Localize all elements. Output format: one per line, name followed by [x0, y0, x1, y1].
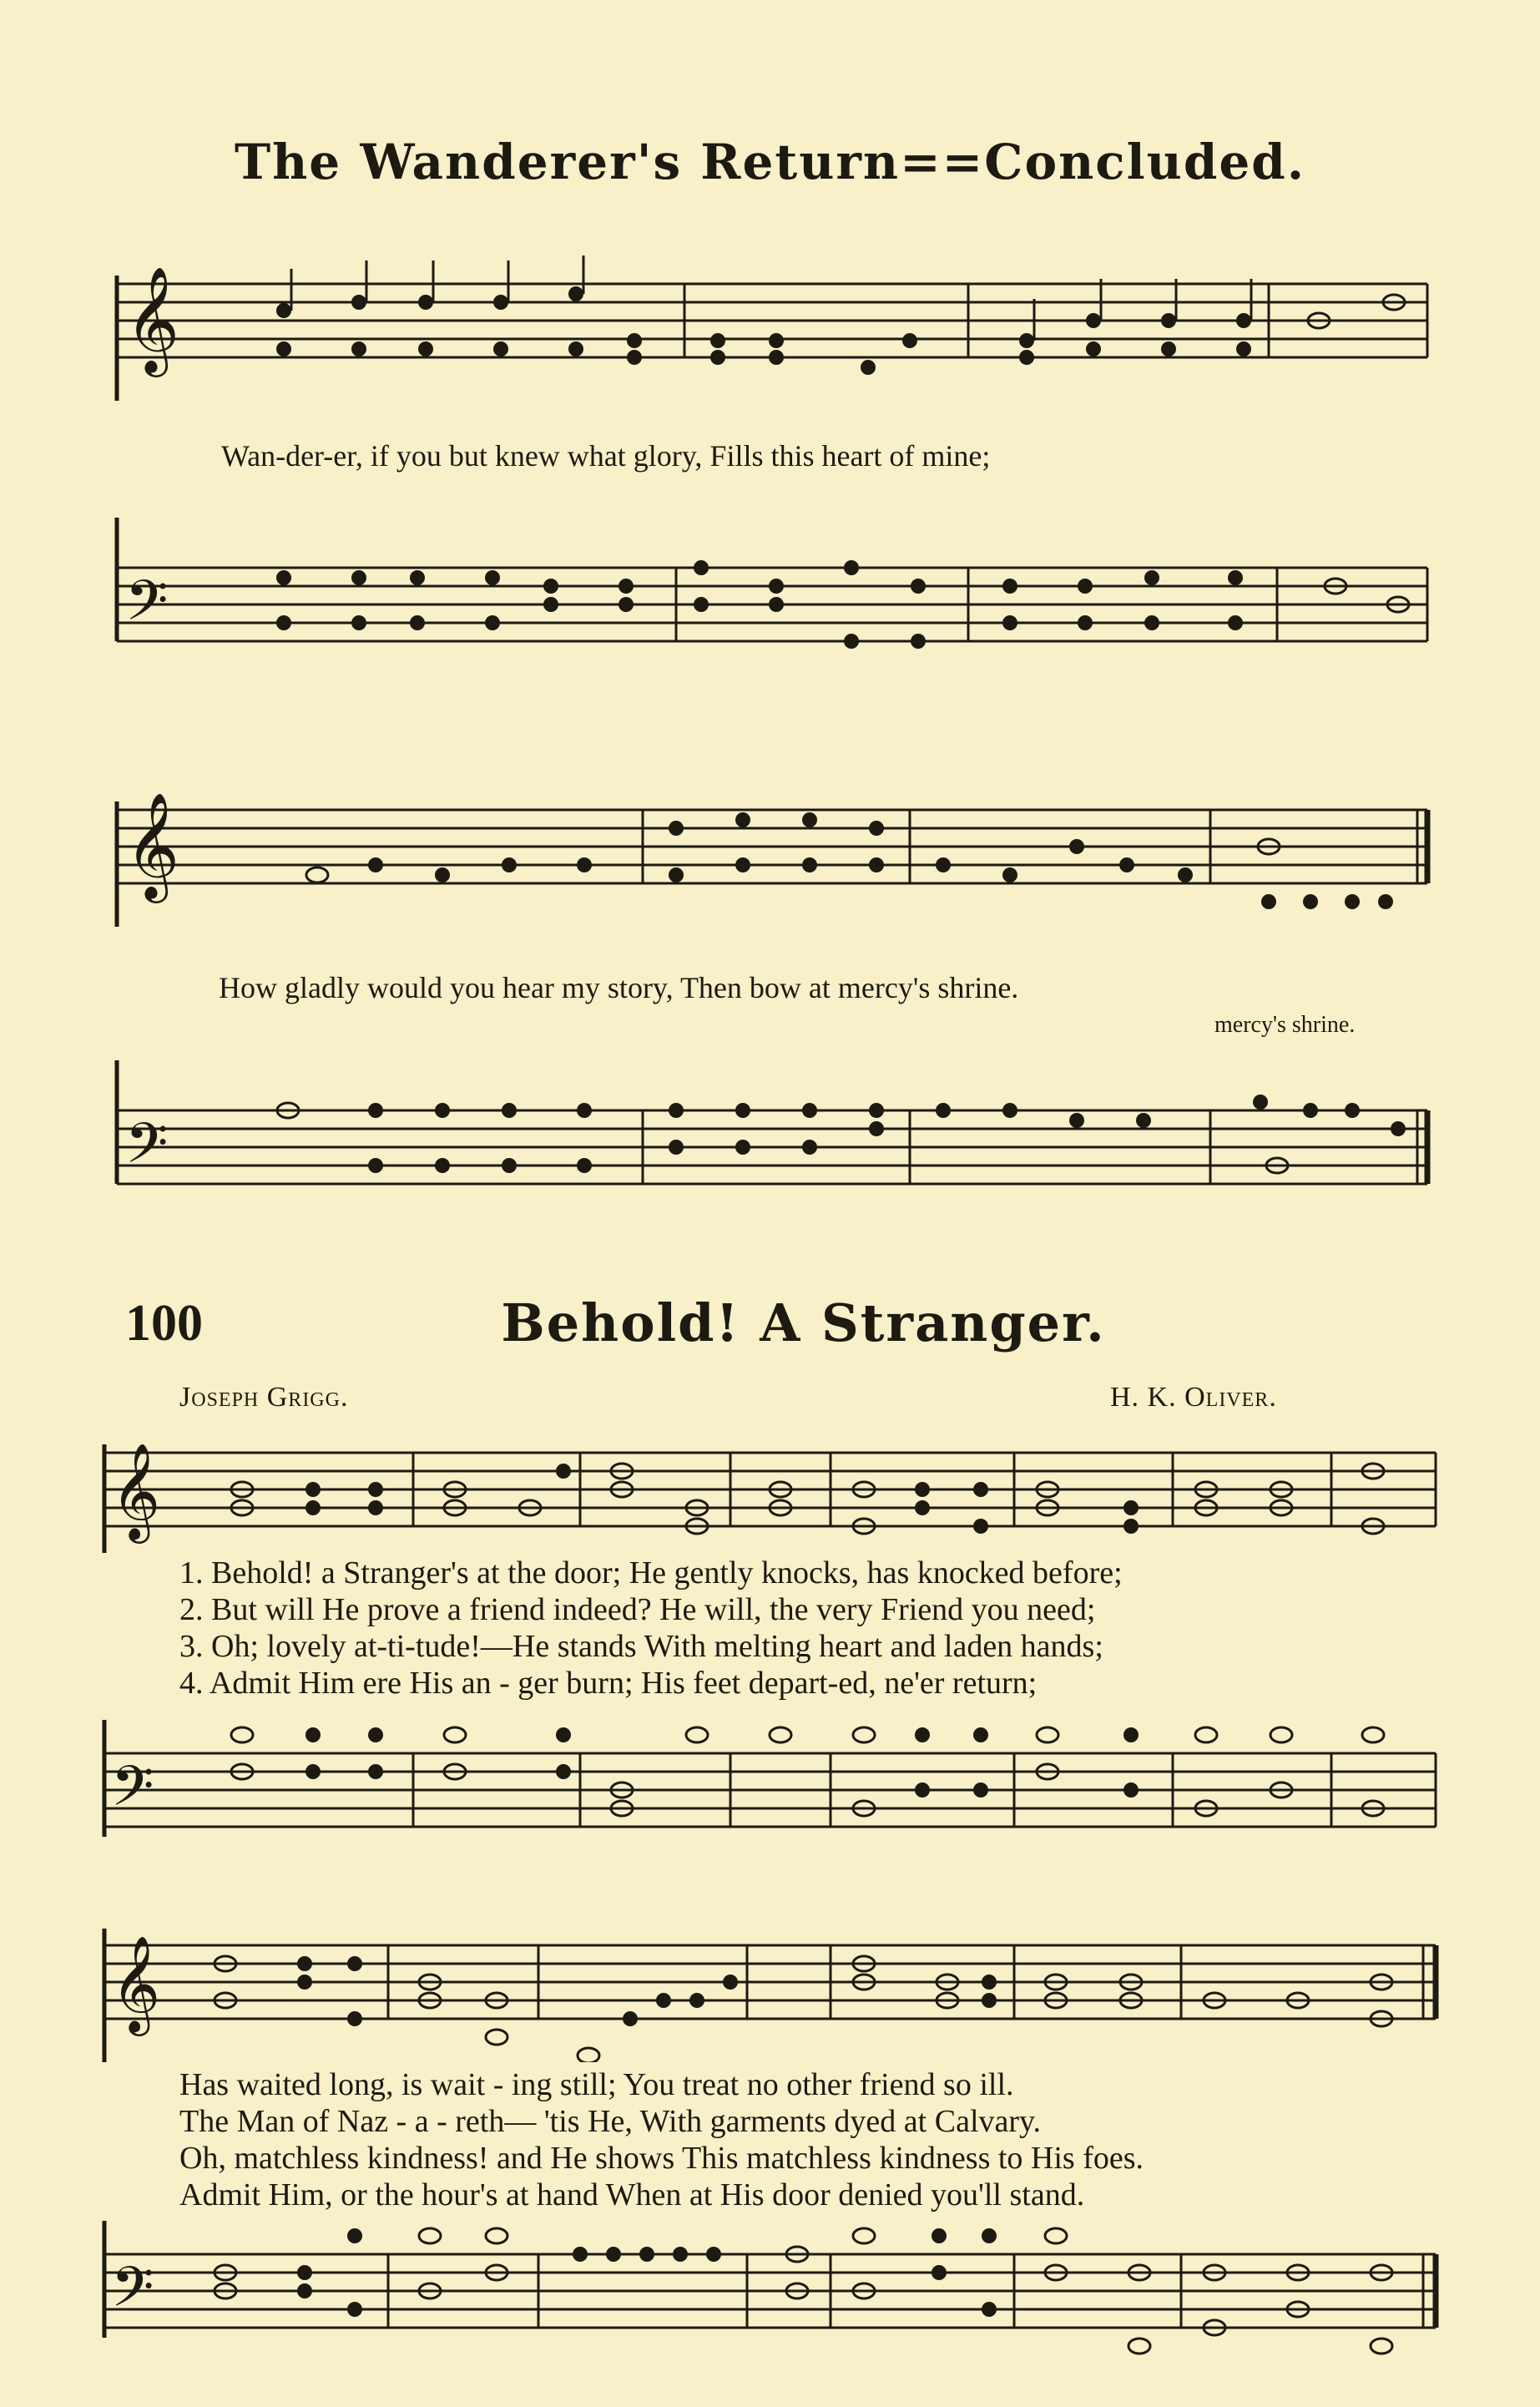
author-credit: Joseph Grigg. [179, 1382, 349, 1413]
music-staff-system-2-bass [109, 1060, 1444, 1227]
svg-text:𝄢: 𝄢 [125, 569, 169, 646]
svg-text:𝄞: 𝄞 [111, 1442, 161, 1540]
music-staff-system-1-treble [109, 250, 1444, 417]
hymn-title-behold: Behold! A Stranger. [501, 1292, 1106, 1353]
verse-4-line-a: 4. Admit Him ere His an - ger burn; His feet depart-ed, ne'er return; [179, 1666, 1038, 1701]
lyric-line-1: Wan-der-er, if you but knew what glory, Fills this heart of mine; [221, 439, 991, 473]
svg-text:𝄢: 𝄢 [111, 1754, 154, 1832]
verse-3-line-a: 3. Oh; lovely at-ti-tude!—He stands With melting heart and laden hands; [179, 1629, 1103, 1664]
svg-text:𝄞: 𝄞 [111, 1934, 161, 2032]
composer-credit: H. K. Oliver. [1110, 1382, 1277, 1413]
lyric-line-2: How gladly would you hear my story, Then bow at mercy's shrine. [219, 971, 1019, 1004]
svg-text:𝄞: 𝄞 [125, 265, 180, 372]
music-staff-system-4-bass [96, 2221, 1448, 2363]
music-staff-system-1-bass [109, 518, 1444, 685]
svg-text:𝄢: 𝄢 [111, 2255, 154, 2333]
music-staff-system-3-treble [96, 1436, 1448, 1553]
music-staff-system-3-bass [96, 1720, 1448, 1853]
verse-1-line-a: 1. Behold! a Stranger's at the door; He gently knocks, has knocked before; [179, 1555, 1123, 1590]
verse-3-line-b: Oh, matchless kindness! and He shows This matchless kindness to His foes. [179, 2141, 1144, 2176]
lyric-echo: mercy's shrine. [1214, 1012, 1356, 1038]
svg-text:𝄞: 𝄞 [125, 791, 180, 898]
hymn-number: 100 [125, 1295, 203, 1352]
music-staff-system-2-treble [109, 776, 1444, 943]
verse-1-line-b: Has waited long, is wait - ing still; You treat no other friend so ill. [179, 2067, 1014, 2102]
verse-2-line-a: 2. But will He prove a friend indeed? He will, the very Friend you need; [179, 1592, 1096, 1627]
verse-4-line-b: Admit Him, or the hour's at hand When at His door denied you'll stand. [179, 2177, 1085, 2212]
hymn-title-concluded: The Wanderer's Return==Concluded. [234, 134, 1306, 190]
svg-text:𝄢: 𝄢 [125, 1111, 169, 1189]
verse-2-line-b: The Man of Naz - a - reth— 'tis He, With garments dyed at Calvary. [179, 2104, 1042, 2139]
verses-part-1 [179, 1555, 1123, 1702]
music-staff-system-4-treble [96, 1920, 1448, 2062]
verses-part-2 [179, 2066, 1144, 2213]
